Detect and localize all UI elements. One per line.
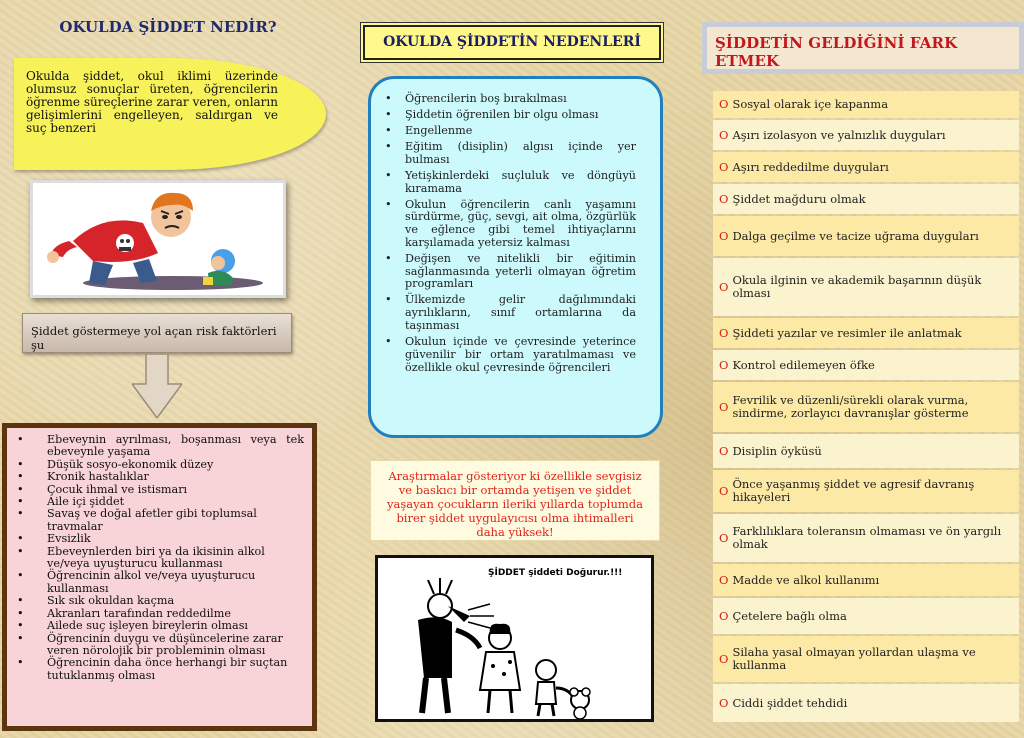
list-item <box>713 684 1019 722</box>
bullet-o: O <box>719 228 729 243</box>
list-item: • Öğrencinin alkol ve/veya uyuşturucu kullanması <box>23 570 304 595</box>
list-item <box>713 514 1019 562</box>
bullying-cartoon-image <box>30 180 286 298</box>
list-item <box>713 470 1019 512</box>
list-item <box>713 216 1019 256</box>
list-item: • Savaş ve doğal afetler gibi toplumsal travmalar <box>23 508 304 533</box>
list-item: • Evsizlik <box>23 533 304 545</box>
bullet-o: O <box>719 443 729 458</box>
list-item: • Akranları tarafından reddedilme <box>23 608 304 620</box>
list-item: • Öğrencinin duygu ve düşüncelerine zarar veren nörolojik bir probleminin olması <box>23 633 304 658</box>
causes-list <box>368 76 663 438</box>
sign-text: Ciddi şiddet tehdidi <box>732 695 848 710</box>
bullet-o: O <box>719 695 729 710</box>
list-item: • Ebeveynin ayrılması, boşanması veya tek ebeveynle yaşama <box>23 434 304 459</box>
list-item <box>713 636 1019 682</box>
list-item <box>713 350 1019 380</box>
list-item: • Kronik hastalıklar <box>23 471 304 483</box>
list-item: • Şiddetin öğrenilen bir olgu olması <box>385 109 636 122</box>
sign-text: Çetelere bağlı olma <box>732 608 847 623</box>
list-item <box>713 184 1019 214</box>
bullet-o: O <box>719 159 729 174</box>
list-item <box>713 120 1019 150</box>
list-item: • Ülkemizde gelir dağılımındaki ayrılıkların, sınıf ortamlarına da taşınması <box>385 294 636 332</box>
list-item <box>713 318 1019 348</box>
list-item: • Öğrencilerin boş bırakılması <box>385 93 636 106</box>
warning-signs-list <box>713 91 1019 727</box>
list-item: • Aile içi şiddet <box>23 496 304 508</box>
list-item: • Değişen ve nitelikli bir eğitimin sağlanmasında yeterli olmayan öğretim programları <box>385 253 636 291</box>
bullet-o: O <box>719 357 729 372</box>
cartoon-caption: ŞİDDET şiddeti Doğurur.!!! <box>488 568 623 578</box>
sign-text: Aşırı izolasyon ve yalnızlık duyguları <box>732 127 946 142</box>
warning-signs-title: ŞİDDETİN GELDİĞİNİ FARK ETMEK <box>702 22 1024 74</box>
research-note <box>370 460 660 541</box>
bullet-o: O <box>719 399 729 414</box>
bullet-o: O <box>719 97 729 111</box>
risk-factors-heading-text: Şiddet göstermeye yol açan risk faktörleri şu <box>31 324 277 352</box>
sign-text: Sosyal olarak içe kapanma <box>732 97 889 111</box>
list-item: • Engellenme <box>385 125 636 138</box>
list-item <box>713 152 1019 182</box>
sign-text: Dalga geçilme ve tacize uğrama duyguları <box>732 228 979 243</box>
left-title: OKULDA ŞİDDET NEDİR? <box>59 18 277 36</box>
list-item: • Öğrencinin daha önce herhangi bir suçtan tutuklanmış olması <box>23 657 304 682</box>
list-item <box>713 382 1019 432</box>
list-item: • Okulun içinde ve çevresinde yeterince güvenilir bir ortam yaratılmaması ve özellikle okul çevresinde öğrencileri <box>385 336 636 374</box>
list-item <box>713 258 1019 316</box>
bullet-o: O <box>719 530 729 545</box>
list-item: • Çocuk ihmal ve istismarı <box>23 484 304 496</box>
list-item: • Okulun öğrencilerin canlı yaşamını sürdürme, güç, sevgi, ait olma, özgürlük ve eğlence gibi temel ihtiyaçlarını karşılamada yetersiz kalması <box>385 199 636 250</box>
bullet-o: O <box>719 572 729 587</box>
bullet-o: O <box>719 127 729 142</box>
sign-text: Silaha yasal olmayan yollardan ulaşma ve kullanma <box>732 645 976 672</box>
list-item: • Sık sık okuldan kaçma <box>23 595 304 607</box>
sign-text: Disiplin öyküsü <box>732 443 822 458</box>
violence-cartoon-image <box>375 555 654 722</box>
definition-text: Okulda şiddet, okul iklimi üzerinde olumsuz sonuçlar üreten, öğrencilerin öğrenme süreçlerine zarar veren, onların gelişimlerini engelleyen, saldırgan ve suç benzeri <box>26 69 278 135</box>
sign-text: Aşırı reddedilme duyguları <box>732 159 889 174</box>
sign-text: Önce yaşanmış şiddet ve agresif davranış hikayeleri <box>732 477 975 504</box>
research-note-text: Araştırmalar gösteriyor ki özellikle sevgisiz ve baskıcı bir ortamda yetişen ve şiddet yaşayan çocukların ileriki yıllarda toplumda birer şiddet uygulayıcısı olma ihtimalleri daha yüksek! <box>387 469 643 539</box>
list-item: • Yetişkinlerdeki suçluluk ve döngüyü kıramama <box>385 170 636 196</box>
list-item <box>713 564 1019 596</box>
list-item: • Ailede suç işleyen bireylerin olması <box>23 620 304 632</box>
bullet-o: O <box>719 191 729 206</box>
definition-bubble <box>14 58 326 170</box>
list-item <box>713 598 1019 634</box>
bullet-o: O <box>719 279 729 294</box>
causes-title: OKULDA ŞİDDETİN NEDENLERİ <box>363 25 661 60</box>
sign-text: Okula ilginin ve akademik başarının düşük olması <box>732 273 982 300</box>
risk-factors-list <box>2 423 317 731</box>
bullet-o: O <box>719 325 729 340</box>
risk-factors-heading <box>22 313 292 353</box>
down-arrow-icon <box>132 354 182 418</box>
bullet-o: O <box>719 608 729 623</box>
bullet-o: O <box>719 483 729 498</box>
list-item: • Düşük sosyo-ekonomik düzey <box>23 459 304 471</box>
sign-text: Kontrol edilemeyen öfke <box>732 357 875 372</box>
list-item <box>713 91 1019 118</box>
list-item <box>713 434 1019 468</box>
sign-text: Şiddeti yazılar ve resimler ile anlatmak <box>732 325 962 340</box>
sign-text: Farklılıklara toleransın olmaması ve ön yargılı olmak <box>732 524 1002 551</box>
bullet-o: O <box>719 651 729 666</box>
family-violence-illustration-icon <box>378 558 651 719</box>
list-item: • Ebeveynlerden biri ya da ikisinin alkol ve/veya uyuşturucu kullanması <box>23 546 304 571</box>
sign-text: Madde ve alkol kullanımı <box>732 572 880 587</box>
list-item: • Eğitim (disiplin) algısı içinde yer bulması <box>385 141 636 167</box>
bully-illustration-icon <box>33 183 283 295</box>
sign-text: Şiddet mağduru olmak <box>732 191 866 206</box>
sign-text: Fevrilik ve düzenli/sürekli olarak vurma, sindirme, zorlayıcı davranışlar gösterme <box>732 393 969 420</box>
